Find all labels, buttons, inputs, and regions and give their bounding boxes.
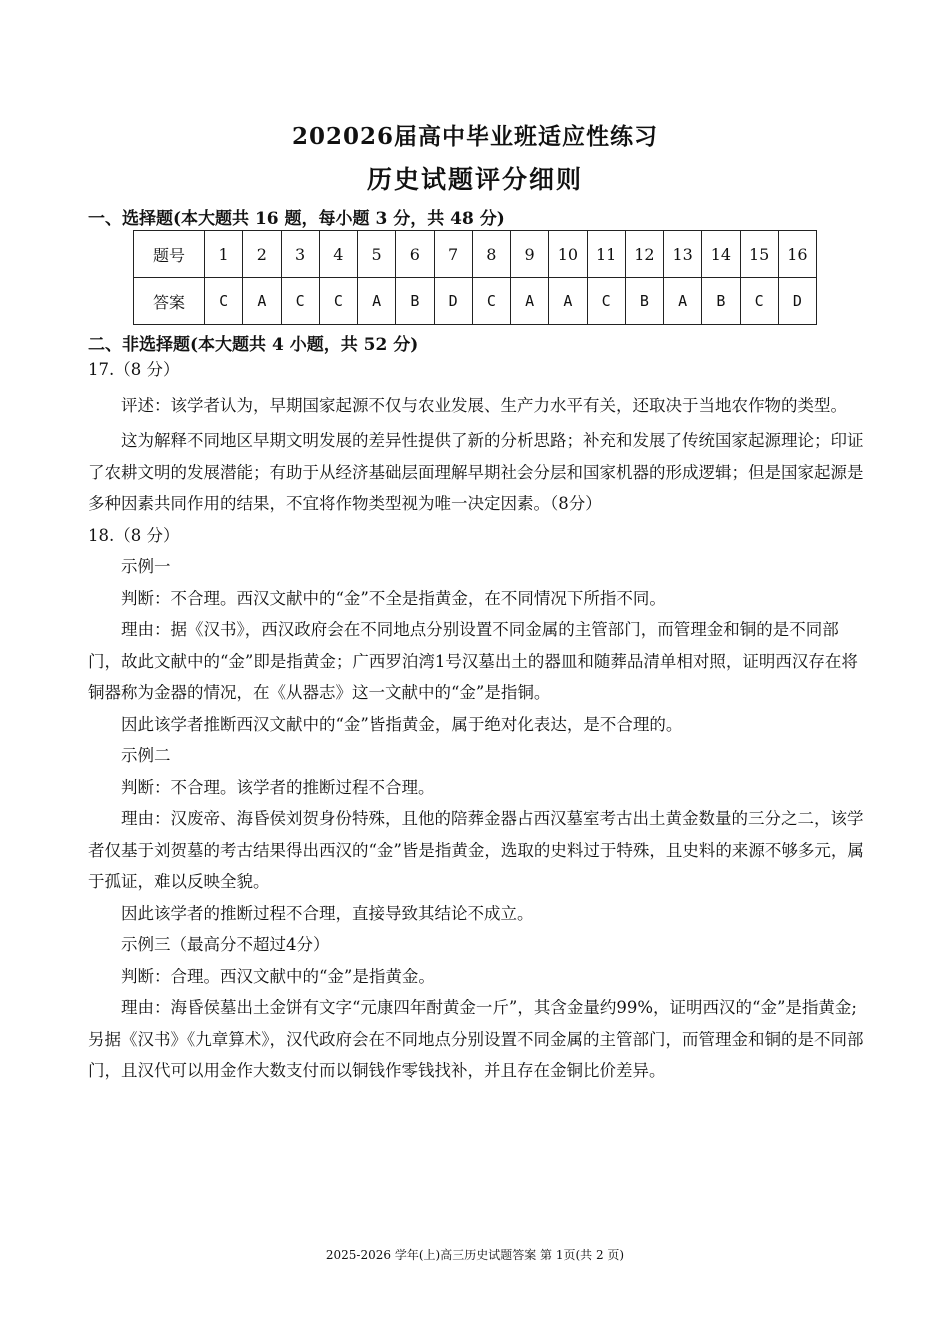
example-title: 示例一	[121, 557, 171, 576]
example-judgement: 判断：合理。西汉文献中的“金”是指黄金。	[121, 966, 435, 986]
section2-heading: 二、非选择题(本大题共 4 小题，共 52 分)	[88, 335, 419, 355]
answer-cell: C	[319, 278, 357, 325]
question-number-cell: 12	[625, 231, 663, 278]
row-label-question: 题号	[134, 231, 205, 278]
example-conclusion: 因此该学者推断西汉文献中的“金”皆指黄金，属于绝对化表达，是不合理的。	[121, 714, 683, 734]
answer-cell: A	[549, 278, 587, 325]
document-title: 202026届高中毕业班适应性练习	[291, 123, 659, 150]
question-number-cell: 14	[702, 231, 740, 278]
answer-cell: B	[702, 278, 740, 325]
answer-cell: C	[205, 278, 243, 325]
answer-cell: A	[358, 278, 396, 325]
question-number-cell: 10	[549, 231, 587, 278]
section1-heading: 一、选择题(本大题共 16 题，每小题 3 分，共 48 分)	[88, 209, 505, 229]
answer-content	[88, 354, 864, 1087]
example-title: 示例三（最高分不超过4分）	[121, 935, 330, 954]
answer-cell: C	[472, 278, 510, 325]
example-reason: 理由：海昏侯墓出土金饼有文字“元康四年酎黄金一斤”，其含金量约99%，证明西汉的“金”是指黄金;另据《汉书》《九章算术》，汉代政府会在不同地点分别设置不同金属的主管部门，而管理金和铜的是不同部门，且汉代可以用金作大数支付而以铜钱作零钱找补，并且存在金铜比价差异。	[88, 998, 864, 1080]
example-reason: 理由：汉废帝、海昏侯刘贺身份特殊，且他的陪葬金器占西汉墓室考古出土黄金数量的三分之二，该学者仅基于刘贺墓的考古结果得出西汉的“金”皆是指黄金，选取的史料过于特殊，且史料的来源不够多元，属于孤证，难以反映全貌。	[88, 809, 864, 891]
question-number-cell: 15	[740, 231, 778, 278]
question-number-cell: 7	[434, 231, 472, 278]
answer-cell: A	[511, 278, 549, 325]
q17-paragraph: 这为解释不同地区早期文明发展的差异性提供了新的分析思路；补充和发展了传统国家起源理论；印证了农耕文明的发展潜能；有助于从经济基础层面理解早期社会分层和国家机器的形成逻辑；但是国家起源是多种因素共同作用的结果，不宜将作物类型视为唯一决定因素。（8分）	[88, 431, 864, 513]
example-reason: 理由：据《汉书》，西汉政府会在不同地点分别设置不同金属的主管部门，而管理金和铜的是不同部门，故此文献中的“金”即是指黄金；广西罗泊湾1号汉墓出土的器皿和随葬品清单相对照，证明西汉存在将铜器称为金器的情况，在《从器志》这一文献中的“金”是指铜。	[88, 620, 858, 702]
q18-label: 18.（8 分）	[88, 525, 180, 545]
answer-row	[134, 278, 817, 325]
question-number-cell: 2	[243, 231, 281, 278]
answer-cell: D	[434, 278, 472, 325]
answer-cell: B	[396, 278, 434, 325]
answer-table	[133, 230, 817, 325]
answer-cell: A	[243, 278, 281, 325]
question-number-cell: 8	[472, 231, 510, 278]
question-number-cell: 6	[396, 231, 434, 278]
question-number-cell: 13	[664, 231, 702, 278]
answer-cell: A	[664, 278, 702, 325]
question-number-row	[134, 231, 817, 278]
question-number-cell: 4	[319, 231, 357, 278]
question-number-cell: 1	[205, 231, 243, 278]
q17-label: 17.（8 分）	[88, 360, 180, 379]
answer-cell: C	[587, 278, 625, 325]
example-conclusion: 因此该学者的推断过程不合理，直接导致其结论不成立。	[121, 903, 534, 923]
example-judgement: 判断：不合理。西汉文献中的“金”不全是指黄金，在不同情况下所指不同。	[121, 588, 666, 608]
question-number-cell: 16	[778, 231, 816, 278]
question-number-cell: 3	[281, 231, 319, 278]
question-number-cell: 9	[511, 231, 549, 278]
q17-paragraph: 评述：该学者认为，早期国家起源不仅与农业发展、生产力水平有关，还取决于当地农作物的类型。	[121, 395, 847, 415]
document-subtitle: 历史试题评分细则	[366, 165, 583, 194]
answer-cell: C	[740, 278, 778, 325]
question-number-cell: 5	[358, 231, 396, 278]
example-title: 示例二	[121, 746, 171, 765]
row-label-answer: 答案	[134, 278, 205, 325]
question-number-cell: 11	[587, 231, 625, 278]
example-judgement: 判断：不合理。该学者的推断过程不合理。	[121, 777, 435, 797]
answer-cell: B	[625, 278, 663, 325]
answer-cell: D	[778, 278, 816, 325]
answer-cell: C	[281, 278, 319, 325]
page-footer: 2025-2026 学年(上)高三历史试题答案 第 1页(共 2 页)	[325, 1248, 625, 1262]
